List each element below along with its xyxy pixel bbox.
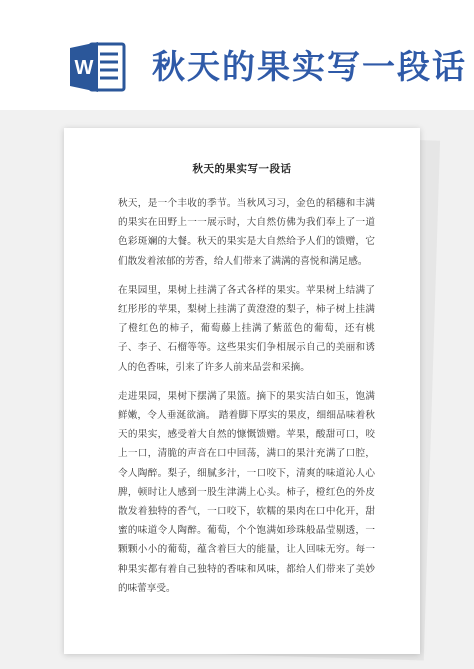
paragraph-1: 秋天，是一个丰收的季节。当秋风习习，金色的稻穗和丰满的果实在田野上一一展示时，大自然仿佛为我们奉上了一道色彩斑斓的大餐。秋天的果实是大自然给予人们的馈赠，它们散发着浓郁的芳香，给人们带来了满满的喜悦和满足感。 xyxy=(118,198,375,267)
document-page xyxy=(64,128,420,654)
paragraph-3: 走进果园，果树下摆满了果篮。摘下的果实洁白如玉，饱满鲜嫩，令人垂涎欲滴。 踏着脚下厚实的果皮，细细品味着秋天的果实，感受着大自然的慷慨馈赠。苹果，酸甜可口，咬上一口，清脆的声音在口中回荡，满口的果汁充满了口腔，令人陶醉。梨子，细腻多汁，一口咬下，清爽的味道沁人心脾，顿时让人感到一股生津满上心头。柿子，橙红色的外皮散发着独特的香气，一口咬下，软糯的果肉在口中化开，甜蜜的味道令人陶醉。葡萄，个个饱满如珍珠般晶莹剔透，一颗颗小小的葡萄，蕴含着巨大的能量，让人回味无穷。每一种果实都有着自己独特的香味和风味，都给人们带来了美妙的味蕾享受。 xyxy=(118,390,375,594)
document-title: 秋天的果实写一段话 xyxy=(192,163,292,175)
document-body xyxy=(118,194,375,608)
word-icon xyxy=(68,38,128,96)
header-banner xyxy=(0,0,474,120)
svg-text:W: W xyxy=(74,57,94,79)
paragraph-2: 在果园里，果树上挂满了各式各样的果实。苹果树上结满了红彤彤的苹果，梨树上挂满了黄澄澄的梨子，柿子树上挂满了橙红色的柿子，葡萄藤上挂满了紫蓝色的葡萄，还有桃子、李子、石榴等等。这些果实们争相展示自己的美丽和诱人的色香味，引来了许多人前来品尝和采摘。 xyxy=(118,284,375,373)
header-title: 秋天的果实写一段话 xyxy=(152,47,467,86)
